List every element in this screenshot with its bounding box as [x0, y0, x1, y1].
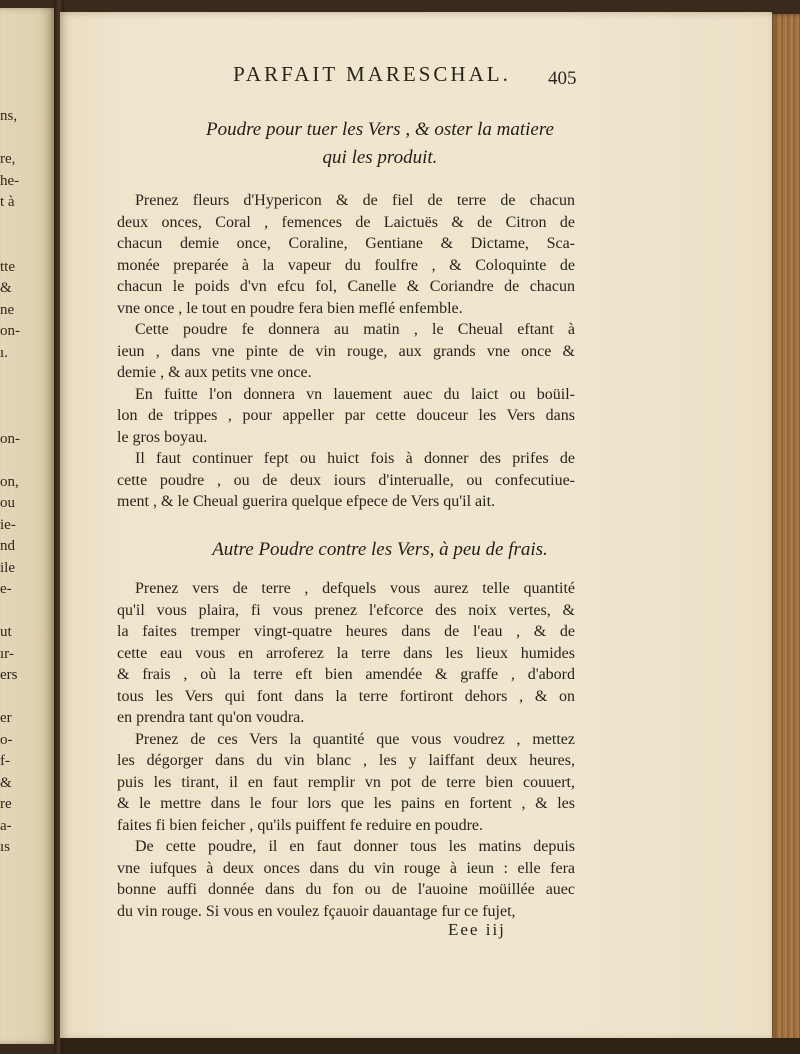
paragraph — [117, 578, 575, 729]
left-page-line: f- — [0, 753, 10, 769]
paragraph — [117, 836, 575, 922]
text-line: deux onces, Coral , femences de Laictuës & de Citron de — [117, 213, 575, 231]
left-page-line: & — [0, 280, 12, 296]
text-line: monée preparée à la vapeur du foulfre , & Coloquinte de — [117, 256, 575, 274]
left-page-line: e- — [0, 581, 12, 597]
left-page-line: ne — [0, 301, 15, 318]
text-line: cette poudre , ou de deux iours d'interualle, ou confecutiue- — [117, 471, 575, 489]
running-head: PARFAIT MARESCHAL. — [233, 62, 511, 86]
paragraph — [117, 729, 575, 837]
text-line: Cette poudre fe donnera au matin , le Cheual eftant à — [135, 321, 575, 338]
text-line: Prenez de ces Vers la quantité que vous voudrez , mettez — [135, 730, 575, 748]
text-line: ment , & le Cheual guerira quelque efpece de Vers qu'il ait. — [117, 493, 496, 510]
text-line: en prendra tant qu'on voudra. — [117, 709, 305, 726]
text-line: Prenez vers de terre , defquels vous aurez telle quantité — [135, 580, 575, 597]
left-page-line: ie- — [0, 516, 16, 533]
text-line: En fuitte l'on donnera vn lauement auec du laict ou boüil- — [135, 385, 575, 403]
left-page-fragment — [0, 8, 56, 1044]
left-page-line: t à — [0, 194, 15, 210]
book-bottom-edge — [60, 1038, 800, 1054]
text-line: ieun , dans vne pinte de vin rouge, aux grands vne once & — [117, 342, 575, 360]
left-page-line: ı. — [0, 344, 8, 361]
left-page-line: ıs — [0, 839, 11, 855]
text-line: le gros boyau. — [117, 428, 208, 446]
text-line: du vin rouge. Si vous en voulez fçauoir dauantage fur ce fujet, — [117, 902, 516, 920]
section1-body — [117, 190, 575, 513]
left-page-line: o- — [0, 731, 13, 748]
left-page-line: er — [0, 710, 12, 726]
text-line: chacun demie once, Coraline, Gentiane & Dictame, Sca- — [117, 235, 575, 252]
left-page-line: tte — [0, 258, 15, 275]
section2-title: Autre Poudre contre les Vers, à peu de frais. — [212, 539, 548, 560]
left-page-line: nd — [0, 538, 15, 554]
text-line: lon de trippes , pour appeller par cette douceur les Vers dans — [117, 407, 575, 424]
paragraph — [117, 319, 575, 384]
text-line: & frais , où la terre eft bien amendée & graffe , d'abord — [117, 666, 575, 683]
left-page-line: & — [0, 774, 12, 791]
page-fore-edge — [772, 14, 800, 1042]
section1-title-line2: qui les produit. — [322, 147, 438, 168]
left-page-line: ou — [0, 495, 15, 511]
text-line: vne iufques à deux onces dans du vin rouge à ieun : elle fera — [117, 859, 575, 877]
text-line: demie , & aux petits vne once. — [117, 364, 312, 381]
left-page-line: re — [0, 796, 12, 812]
section1-title-line1: Poudre pour tuer les Vers , & oster la matiere — [206, 119, 554, 140]
left-page-line: ır- — [0, 645, 14, 662]
signature-mark: Eee iij — [448, 920, 506, 939]
text-line: vne once , le tout en poudre fera bien meflé enfemble. — [117, 299, 463, 317]
left-page-line: ile — [0, 559, 15, 576]
text-line: De cette poudre, il en faut donner tous les matins depuis — [135, 838, 575, 855]
left-page-line: on- — [0, 323, 20, 339]
text-line: tous les Vers qui font dans la terre fortiront dehors , & on — [117, 687, 575, 705]
left-page-line: on- — [0, 430, 20, 447]
text-line: Il faut continuer fept ou huict fois à donner des prifes de — [135, 450, 575, 467]
paragraph — [117, 448, 575, 513]
text-line: la faites tremper vingt-quatre heures dans de l'eau , & de — [117, 623, 575, 640]
section2-body — [117, 578, 575, 922]
left-page-line: on, — [0, 473, 19, 490]
left-page-line: he- — [0, 172, 20, 189]
text-line: Prenez fleurs d'Hypericon & de fiel de terre de chacun — [135, 192, 575, 209]
left-page-line: ns, — [0, 108, 18, 124]
text-line: bonne auffi donnée dans du fon ou de l'auoine moüillée auec — [117, 881, 575, 898]
left-page-line: ers — [0, 667, 18, 683]
paragraph — [117, 190, 575, 319]
text-line: qu'il vous plaira, fi vous prenez l'efcorce des noix vertes, & — [117, 601, 575, 619]
text-line: faites fi bien feicher , qu'ils puiffent fe reduire en poudre. — [117, 816, 483, 834]
text-line: puis les tirant, il en faut remplir vn pot de terre bien couuert, — [117, 773, 575, 791]
text-line: chacun le poids d'vn efcu fol, Canelle & Coriandre de chacun — [117, 278, 575, 295]
paragraph — [117, 384, 575, 449]
text-line: les dégorger dans du vin blanc , les y laiffant deux heures, — [117, 752, 575, 769]
left-page-line: ut — [0, 624, 12, 640]
text-line: & le mettre dans le four lors que les pains en fortent , & les — [117, 795, 575, 812]
text-line: cette eau vous en arroferez la terre dans les lieux humides — [117, 644, 575, 662]
page-number: 405 — [548, 68, 577, 89]
left-page-line: a- — [0, 817, 12, 834]
left-page-line: re, — [0, 151, 16, 167]
